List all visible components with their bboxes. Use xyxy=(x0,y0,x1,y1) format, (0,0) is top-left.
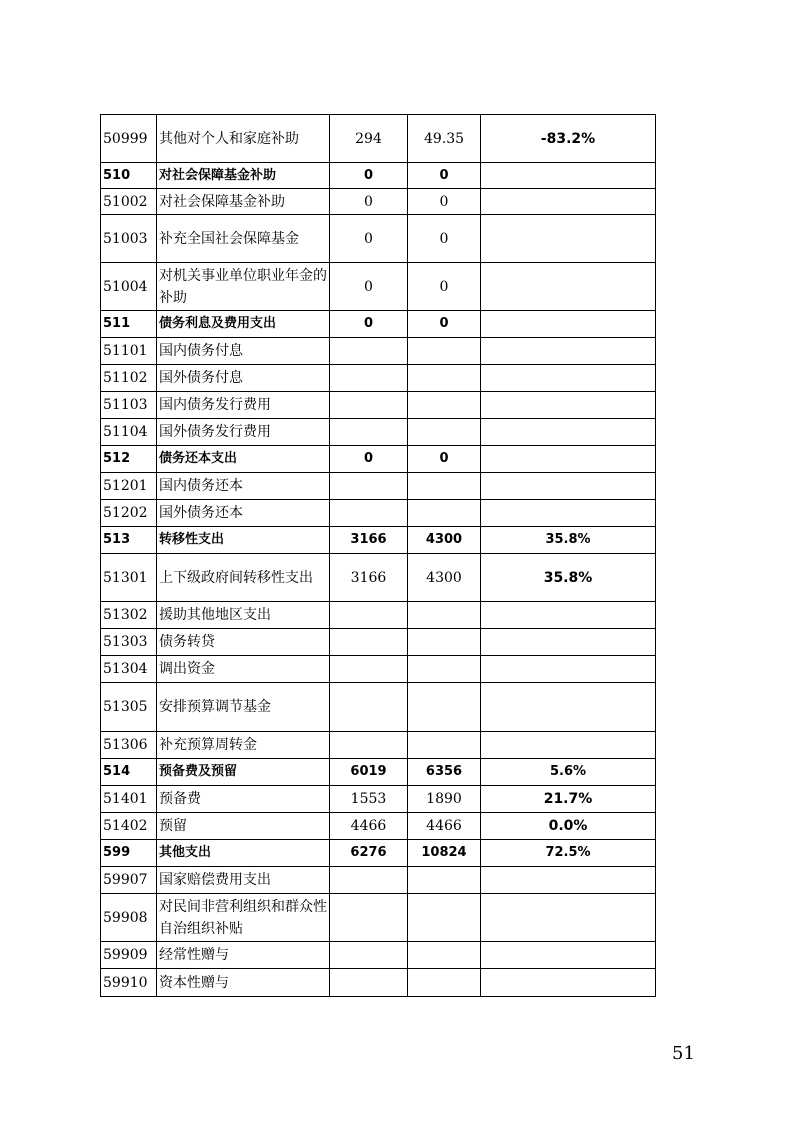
row-name: 经常性赠与 xyxy=(157,942,330,969)
row-value-2021 xyxy=(408,683,481,732)
row-growth-rate xyxy=(481,894,656,942)
row-value-2020 xyxy=(330,656,408,683)
row-value-2020: 3166 xyxy=(330,527,408,554)
row-value-2021: 4300 xyxy=(408,554,481,602)
row-code: 51306 xyxy=(101,732,157,759)
row-value-2021 xyxy=(408,473,481,500)
row-value-2021 xyxy=(408,732,481,759)
row-value-2020 xyxy=(330,732,408,759)
row-value-2020: 0 xyxy=(330,311,408,338)
row-value-2020 xyxy=(330,867,408,894)
row-value-2021 xyxy=(408,867,481,894)
table-row xyxy=(101,602,656,629)
row-name: 国外债务还本 xyxy=(157,500,330,527)
table-row xyxy=(101,163,656,189)
row-code: 51302 xyxy=(101,602,157,629)
row-code: 51002 xyxy=(101,189,157,215)
row-growth-rate: 72.5% xyxy=(481,840,656,867)
row-value-2020: 0 xyxy=(330,263,408,311)
row-name: 预备费及预留 xyxy=(157,759,330,786)
row-value-2020 xyxy=(330,419,408,446)
row-code: 514 xyxy=(101,759,157,786)
row-growth-rate xyxy=(481,656,656,683)
row-growth-rate xyxy=(481,942,656,969)
row-value-2021 xyxy=(408,629,481,656)
row-value-2020: 1553 xyxy=(330,786,408,813)
row-growth-rate xyxy=(481,446,656,473)
row-code: 51202 xyxy=(101,500,157,527)
table-row xyxy=(101,338,656,365)
table-row xyxy=(101,311,656,338)
row-value-2020 xyxy=(330,683,408,732)
row-name: 转移性支出 xyxy=(157,527,330,554)
row-code: 513 xyxy=(101,527,157,554)
row-growth-rate xyxy=(481,263,656,311)
table-row xyxy=(101,500,656,527)
table-row xyxy=(101,867,656,894)
row-value-2020 xyxy=(330,473,408,500)
table-row xyxy=(101,392,656,419)
row-code: 50999 xyxy=(101,115,157,163)
row-growth-rate xyxy=(481,338,656,365)
row-code: 51304 xyxy=(101,656,157,683)
table-row xyxy=(101,527,656,554)
row-value-2020 xyxy=(330,942,408,969)
row-code: 59909 xyxy=(101,942,157,969)
row-value-2020: 4466 xyxy=(330,813,408,840)
row-growth-rate xyxy=(481,732,656,759)
row-name: 上下级政府间转移性支出 xyxy=(157,554,330,602)
row-value-2020 xyxy=(330,500,408,527)
row-value-2020 xyxy=(330,969,408,997)
row-value-2021: 0 xyxy=(408,263,481,311)
table-row xyxy=(101,215,656,263)
row-value-2021: 49.35 xyxy=(408,115,481,163)
row-name: 对社会保障基金补助 xyxy=(157,163,330,189)
row-code: 511 xyxy=(101,311,157,338)
row-code: 59910 xyxy=(101,969,157,997)
row-name: 援助其他地区支出 xyxy=(157,602,330,629)
row-name: 国内债务付息 xyxy=(157,338,330,365)
row-growth-rate: 35.8% xyxy=(481,527,656,554)
row-name: 债务还本支出 xyxy=(157,446,330,473)
table-row xyxy=(101,840,656,867)
row-growth-rate: -83.2% xyxy=(481,115,656,163)
table-row xyxy=(101,759,656,786)
row-value-2021 xyxy=(408,942,481,969)
row-value-2020 xyxy=(330,602,408,629)
row-value-2020: 0 xyxy=(330,446,408,473)
table-row xyxy=(101,554,656,602)
table-body xyxy=(101,115,656,997)
row-name: 国内债务发行费用 xyxy=(157,392,330,419)
row-value-2020: 3166 xyxy=(330,554,408,602)
row-growth-rate xyxy=(481,311,656,338)
table-row xyxy=(101,732,656,759)
row-value-2020 xyxy=(330,629,408,656)
row-name: 对民间非营利组织和群众性自治组织补贴 xyxy=(157,894,330,942)
table-row xyxy=(101,942,656,969)
row-name: 补充全国社会保障基金 xyxy=(157,215,330,263)
row-value-2020 xyxy=(330,392,408,419)
row-value-2021 xyxy=(408,419,481,446)
row-code: 510 xyxy=(101,163,157,189)
row-value-2021 xyxy=(408,969,481,997)
table-row xyxy=(101,263,656,311)
row-value-2020: 0 xyxy=(330,189,408,215)
row-value-2021: 4300 xyxy=(408,527,481,554)
row-growth-rate xyxy=(481,365,656,392)
row-value-2021 xyxy=(408,894,481,942)
row-growth-rate xyxy=(481,473,656,500)
table-row xyxy=(101,656,656,683)
row-code: 51305 xyxy=(101,683,157,732)
row-name: 调出资金 xyxy=(157,656,330,683)
table-row xyxy=(101,629,656,656)
row-name: 国外债务付息 xyxy=(157,365,330,392)
row-name: 其他支出 xyxy=(157,840,330,867)
row-code: 51101 xyxy=(101,338,157,365)
row-name: 国家赔偿费用支出 xyxy=(157,867,330,894)
row-growth-rate xyxy=(481,392,656,419)
row-growth-rate xyxy=(481,629,656,656)
row-growth-rate xyxy=(481,969,656,997)
row-name: 安排预算调节基金 xyxy=(157,683,330,732)
row-value-2020 xyxy=(330,365,408,392)
table-row xyxy=(101,365,656,392)
row-value-2021: 10824 xyxy=(408,840,481,867)
row-growth-rate xyxy=(481,215,656,263)
table-row xyxy=(101,683,656,732)
row-value-2021: 0 xyxy=(408,446,481,473)
row-value-2021: 1890 xyxy=(408,786,481,813)
row-code: 512 xyxy=(101,446,157,473)
table-row xyxy=(101,786,656,813)
row-code: 51401 xyxy=(101,786,157,813)
row-code: 51104 xyxy=(101,419,157,446)
row-code: 51301 xyxy=(101,554,157,602)
row-value-2021 xyxy=(408,500,481,527)
row-value-2020: 0 xyxy=(330,215,408,263)
row-value-2020: 6019 xyxy=(330,759,408,786)
row-value-2020 xyxy=(330,894,408,942)
row-name: 对社会保障基金补助 xyxy=(157,189,330,215)
row-code: 59908 xyxy=(101,894,157,942)
table-row xyxy=(101,115,656,163)
table-row xyxy=(101,446,656,473)
row-value-2021 xyxy=(408,602,481,629)
row-name: 债务利息及费用支出 xyxy=(157,311,330,338)
row-value-2020: 6276 xyxy=(330,840,408,867)
row-code: 51102 xyxy=(101,365,157,392)
row-code: 599 xyxy=(101,840,157,867)
table-row xyxy=(101,189,656,215)
row-growth-rate xyxy=(481,500,656,527)
row-code: 51303 xyxy=(101,629,157,656)
row-value-2021: 0 xyxy=(408,215,481,263)
row-name: 对机关事业单位职业年金的补助 xyxy=(157,263,330,311)
row-value-2021 xyxy=(408,365,481,392)
row-value-2021 xyxy=(408,656,481,683)
row-growth-rate: 0.0% xyxy=(481,813,656,840)
row-value-2021 xyxy=(408,338,481,365)
row-name: 资本性赠与 xyxy=(157,969,330,997)
row-growth-rate xyxy=(481,602,656,629)
row-value-2020: 0 xyxy=(330,163,408,189)
table-row xyxy=(101,473,656,500)
row-name: 补充预算周转金 xyxy=(157,732,330,759)
table-row xyxy=(101,813,656,840)
table-row xyxy=(101,419,656,446)
row-value-2020: 294 xyxy=(330,115,408,163)
row-code: 51402 xyxy=(101,813,157,840)
row-value-2021: 0 xyxy=(408,311,481,338)
row-code: 51004 xyxy=(101,263,157,311)
row-value-2021: 0 xyxy=(408,163,481,189)
row-value-2021 xyxy=(408,392,481,419)
row-code: 51103 xyxy=(101,392,157,419)
row-growth-rate xyxy=(481,683,656,732)
table-row xyxy=(101,894,656,942)
row-value-2021: 4466 xyxy=(408,813,481,840)
row-code: 51201 xyxy=(101,473,157,500)
row-growth-rate xyxy=(481,419,656,446)
row-value-2021: 0 xyxy=(408,189,481,215)
row-code: 51003 xyxy=(101,215,157,263)
table-row xyxy=(101,969,656,997)
row-growth-rate: 5.6% xyxy=(481,759,656,786)
row-value-2020 xyxy=(330,338,408,365)
row-growth-rate: 21.7% xyxy=(481,786,656,813)
row-growth-rate xyxy=(481,189,656,215)
row-growth-rate xyxy=(481,867,656,894)
row-name: 国内债务还本 xyxy=(157,473,330,500)
row-name: 其他对个人和家庭补助 xyxy=(157,115,330,163)
budget-table xyxy=(100,114,656,997)
page-number: 51 xyxy=(672,1043,695,1064)
row-growth-rate: 35.8% xyxy=(481,554,656,602)
row-code: 59907 xyxy=(101,867,157,894)
row-value-2021: 6356 xyxy=(408,759,481,786)
row-name: 预备费 xyxy=(157,786,330,813)
row-growth-rate xyxy=(481,163,656,189)
row-name: 国外债务发行费用 xyxy=(157,419,330,446)
row-name: 预留 xyxy=(157,813,330,840)
row-name: 债务转贷 xyxy=(157,629,330,656)
